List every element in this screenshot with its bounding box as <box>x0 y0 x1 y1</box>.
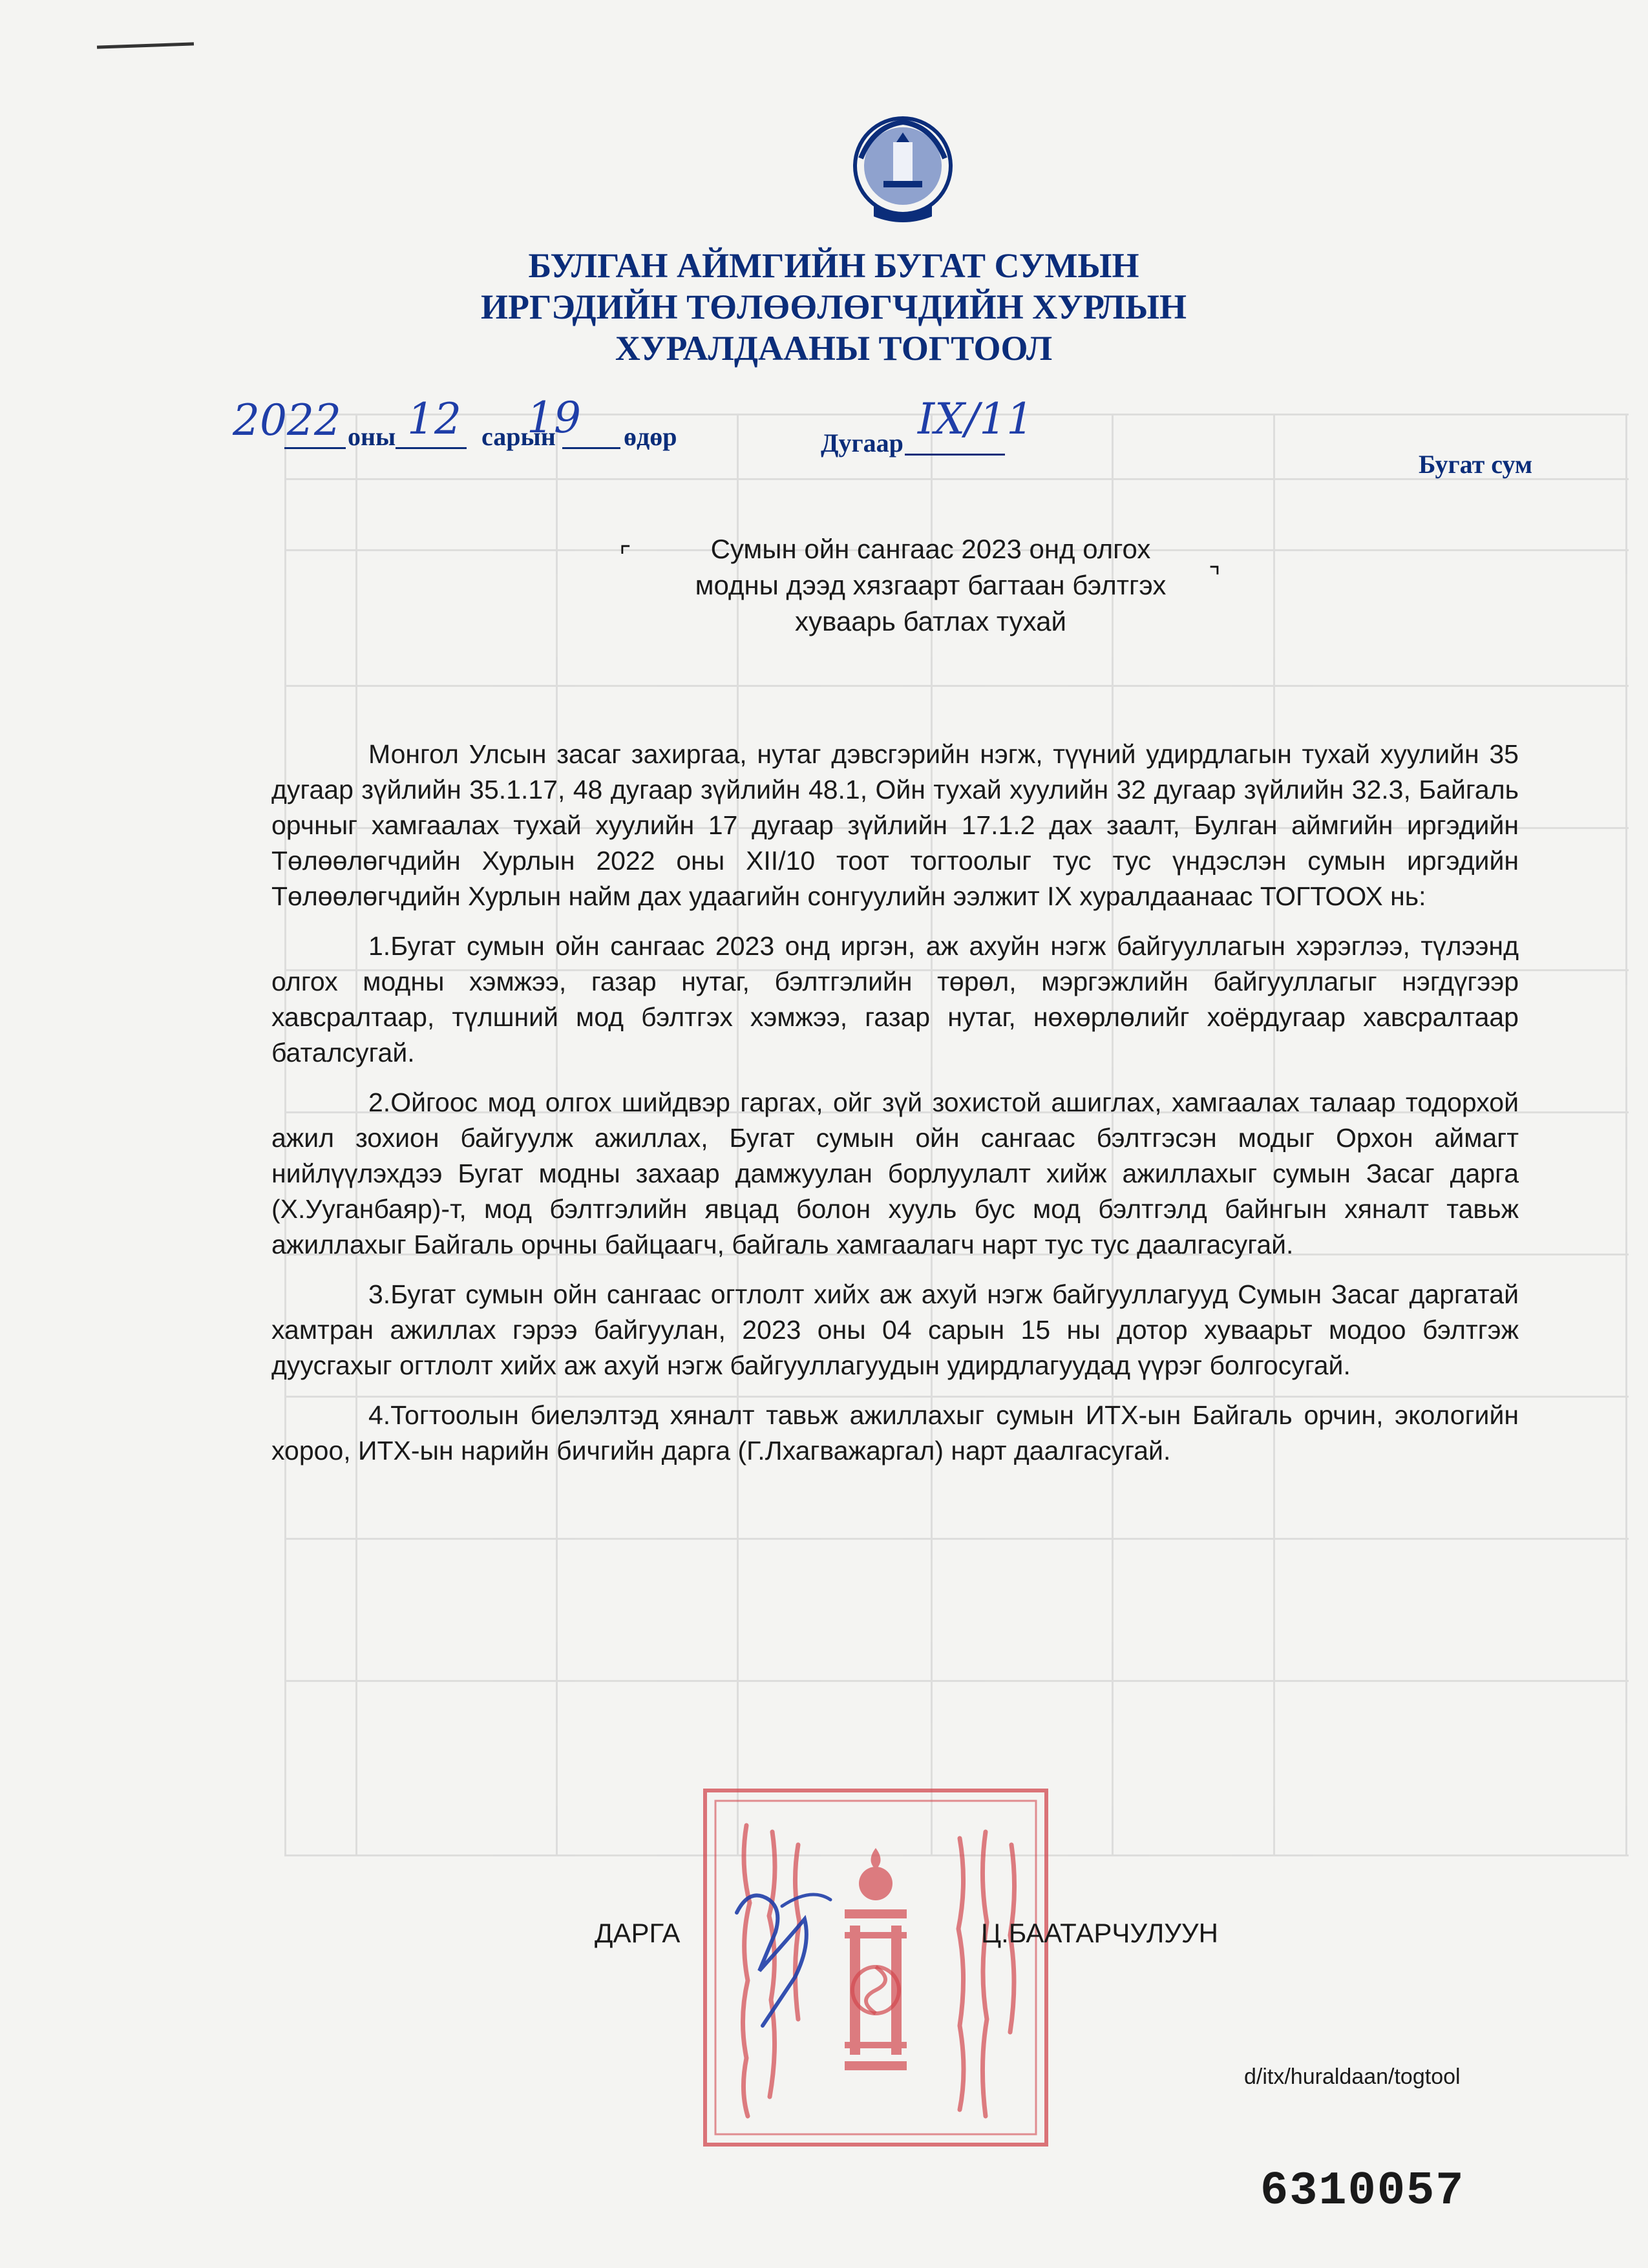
subject-bracket-left: ⌜ <box>619 542 631 571</box>
date-day: 19 <box>527 393 581 443</box>
date-day-underline <box>562 447 620 449</box>
clause-2: 2.Ойгоос мод олгох шийдвэр гаргах, ойг зүй зохистой ашиглах, хамгаалах талаар тодорхой ажил зохион байгуулж ажиллах, Бугат сумын ойн сангаас бэлтгэсэн модыг Орхон аймагт нийлүүлэхдээ Бугат модны захаар дамжуулан борлуулалт хийж ажиллахыг сумын Засаг дарга (Х.Ууганбаяр)-т, мод бэлтгэлийн явцад болон хууль бус мод бэлтгэлд байнгын хяналт тавьж ажиллахыг Байгаль орчны байцаагч, байгаль хамгаалагч нарт тус тус даалгасугай. <box>271 1087 1519 1259</box>
subject-line-1: Сумын ойн сангаас 2023 онд олгох <box>710 534 1151 564</box>
subject-line-3: хуваарь батлах тухай <box>795 606 1066 636</box>
subject-bracket-right: ⌝ <box>1209 563 1221 591</box>
date-day-suffix: өдөр <box>624 422 677 451</box>
date-year-underline <box>284 447 346 449</box>
clause-3: 3.Бугат сумын ойн сангаас огтлолт хийх аж ахуй нэгж байгууллагууд Сумын Засаг даргатай хамтран ажиллах гэрээ байгуулан, 2023 оны 04 сарын 15 ны дотор хуваарьт модоо бэлтгэж дуусгахыг огтлолт хийх аж ахуй нэгж байгууллагуудын удирдлагуудад үүрэг болгосугай. <box>271 1279 1519 1380</box>
header-line-1: БУЛГАН АЙМГИЙН БУГАТ СУМЫН <box>528 246 1139 285</box>
subject-line-2: модны дээд хязгаарт багтаан бэлтгэх <box>695 570 1167 600</box>
date-month-underline <box>396 447 467 449</box>
subject-block <box>640 531 1221 640</box>
number-label: Дугаар <box>821 428 903 457</box>
date-year: 2022 <box>233 395 341 445</box>
place-name: Бугат сум <box>1419 450 1533 479</box>
clause-1: 1.Бугат сумын ойн сангаас 2023 онд иргэн, аж ахуйн нэгж байгууллагын хэрэглээ, түлээнд олгох модны хэмжээ, газар нутаг, бэлтгэлийн төрөл, мэргэжлийн байгууллагыг нэгдүгээр хавсралтаар, түлшний мод бэлтгэх хэмжээ, газар нутаг, нөхөрлөлийг хоёрдугаар хавсралтаар баталсугай. <box>271 931 1519 1067</box>
signatory-name: Ц.БААТАРЧУЛУУН <box>981 1918 1218 1948</box>
scan-mark <box>97 42 194 48</box>
clause-4: 4.Тогтоолын биелэлтэд хяналт тавьж ажиллахыг сумын ИТХ-ын Байгаль орчин, экологийн хороо, ИТХ-ын нарийн бичгийн дарга (Г.Лхагважаргал) нарт даалгасугай. <box>271 1400 1519 1465</box>
date-month: 12 <box>407 394 461 444</box>
serial-number: 6310057 <box>1260 2165 1465 2218</box>
header-line-2: ИРГЭДИЙН ТӨЛӨӨЛӨГЧДИЙН ХУРЛЫН <box>480 288 1187 326</box>
emblem-icon <box>848 113 958 229</box>
date-year-suffix: оны <box>348 422 396 451</box>
resolution-body <box>271 737 1519 1483</box>
document-reference: d/itx/huraldaan/togtool <box>1244 2064 1461 2089</box>
signature-mark <box>698 1861 847 2029</box>
preamble-paragraph: Монгол Улсын засаг захиргаа, нутаг дэвсгэрийн нэгж, түүний удирдлагын тухай хуулийн 35 дугаар зүйлийн 35.1.17, 48 дугаар зүйлийн 48.1, Ойн тухай хуулийн 32 дугаар зүйлийн 32.3, Байгаль орчныг хамгаалах тухай хуулийн 17 дугаар зүйлийн 17.1.2 дах заалт, Булган аймгийн иргэдийн Төлөөлөгчдийн Хурлын 2022 оны XII/10 тоот тогтоолыг тус тус үндэслэн сумын иргэдийн Төлөөлөгчдийн Хурлын найм дах удаагийн сонгуулийн ээлжит IX хуралдаанаас ТОГТООХ нь: <box>271 739 1519 911</box>
number-underline <box>905 454 1005 456</box>
signatory-title: ДАРГА <box>595 1918 681 1948</box>
header-line-3: ХУРАЛДААНЫ ТОГТООЛ <box>615 329 1053 368</box>
number-value: IX/11 <box>918 394 1034 444</box>
date-month-suffix: сарын <box>481 422 556 451</box>
